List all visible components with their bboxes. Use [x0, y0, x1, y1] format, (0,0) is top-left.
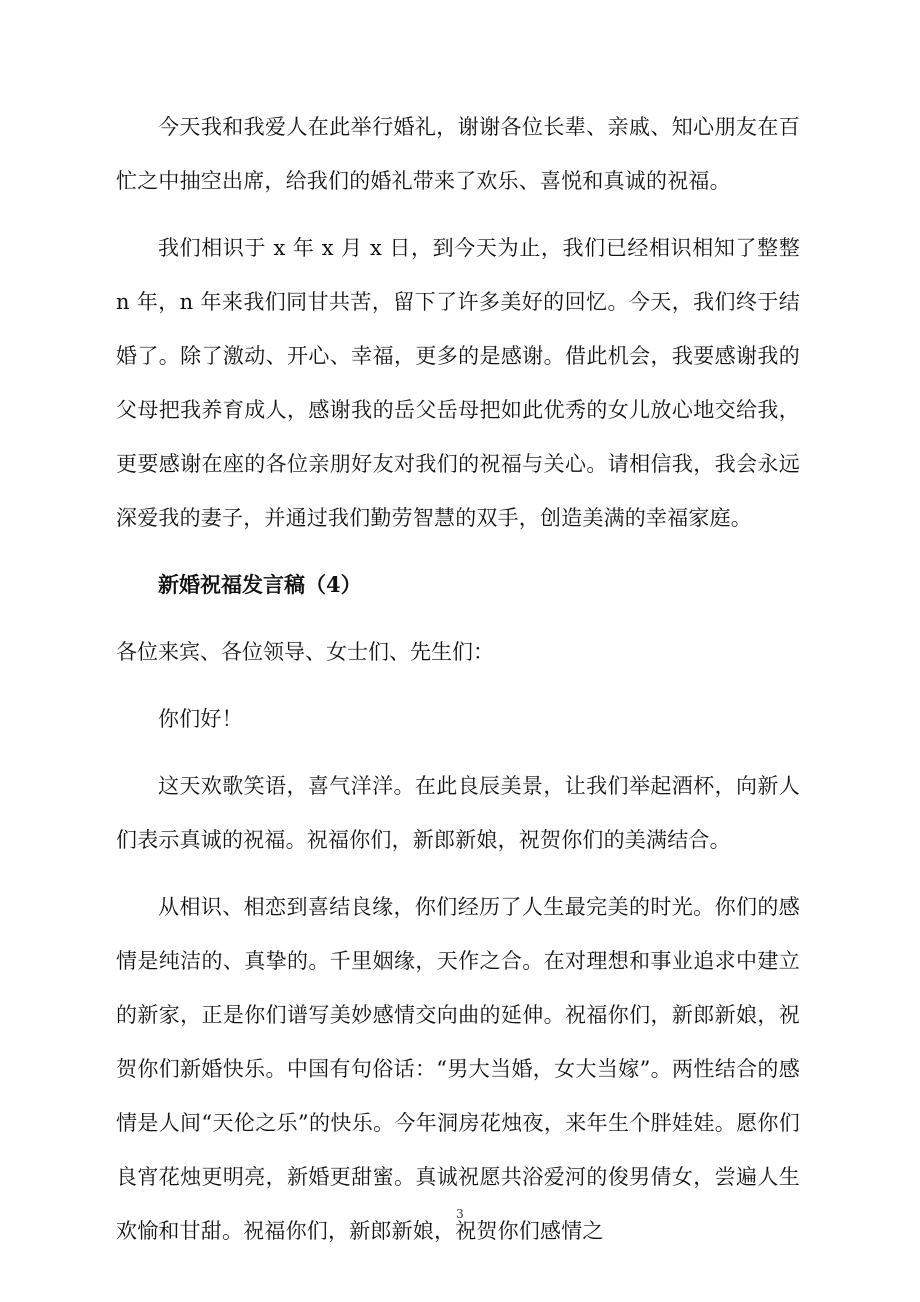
- paragraph-wedding-thanks: 今天我和我爱人在此举行婚礼，谢谢各位长辈、亲戚、知心朋友在百忙之中抽空出席，给我们的婚礼带来了欢乐、喜悦和真诚的祝福。: [116, 115, 800, 193]
- document-body: [116, 100, 800, 1271]
- paragraph-acquaintance: 我们相识于 x 年 x 月 x 日，到今天为止，我们已经相识相知了整整 n 年，n 年来我们同甘共苦，留下了许多美好的回忆。今天，我们终于结婚了。除了激动、开心、幸福，更多的是感谢。借此机会，我要感谢我的父母把我养育成人，感谢我的岳父岳母把如此优秀的女儿放心地交给我，更要感谢在座的各位亲朋好友对我们的祝福与关心。请相信我，我会永远深爱我的妻子，并通过我们勤劳智慧的双手，创造美满的幸福家庭。: [116, 236, 800, 530]
- section-heading: 新婚祝福发言稿（4）: [158, 572, 362, 597]
- paragraph-celebration: 这天欢歌笑语，喜气洋洋。在此良辰美景，让我们举起酒杯，向新人们表示真诚的祝福。祝福你们，新郎新娘，祝贺你们的美满结合。: [116, 774, 800, 852]
- paragraph-blessing: 从相识、相恋到喜结良缘，你们经历了人生最完美的时光。你们的感情是纯洁的、真挚的。千里姻缘，天作之合。在对理想和事业追求中建立的新家，正是你们谱写美妙感情交向曲的延伸。祝福你们，新郎新娘，祝贺你们新婚快乐。中国有句俗话：“男大当婚，女大当嫁”。两性结合的感情是人间“天伦之乐”的快乐。今年洞房花烛夜，来年生个胖娃娃。愿你们良宵花烛更明亮，新婚更甜蜜。真诚祝愿共浴爱河的俊男倩女，尝遍人生欢愉和甘甜。祝福你们，新郎新娘，祝贺你们感情之: [116, 895, 800, 1243]
- page-number: 3: [456, 1207, 464, 1221]
- salutation: 各位来宾、各位领导、女士们、先生们：: [116, 640, 494, 664]
- greeting: 你们好！: [158, 707, 243, 731]
